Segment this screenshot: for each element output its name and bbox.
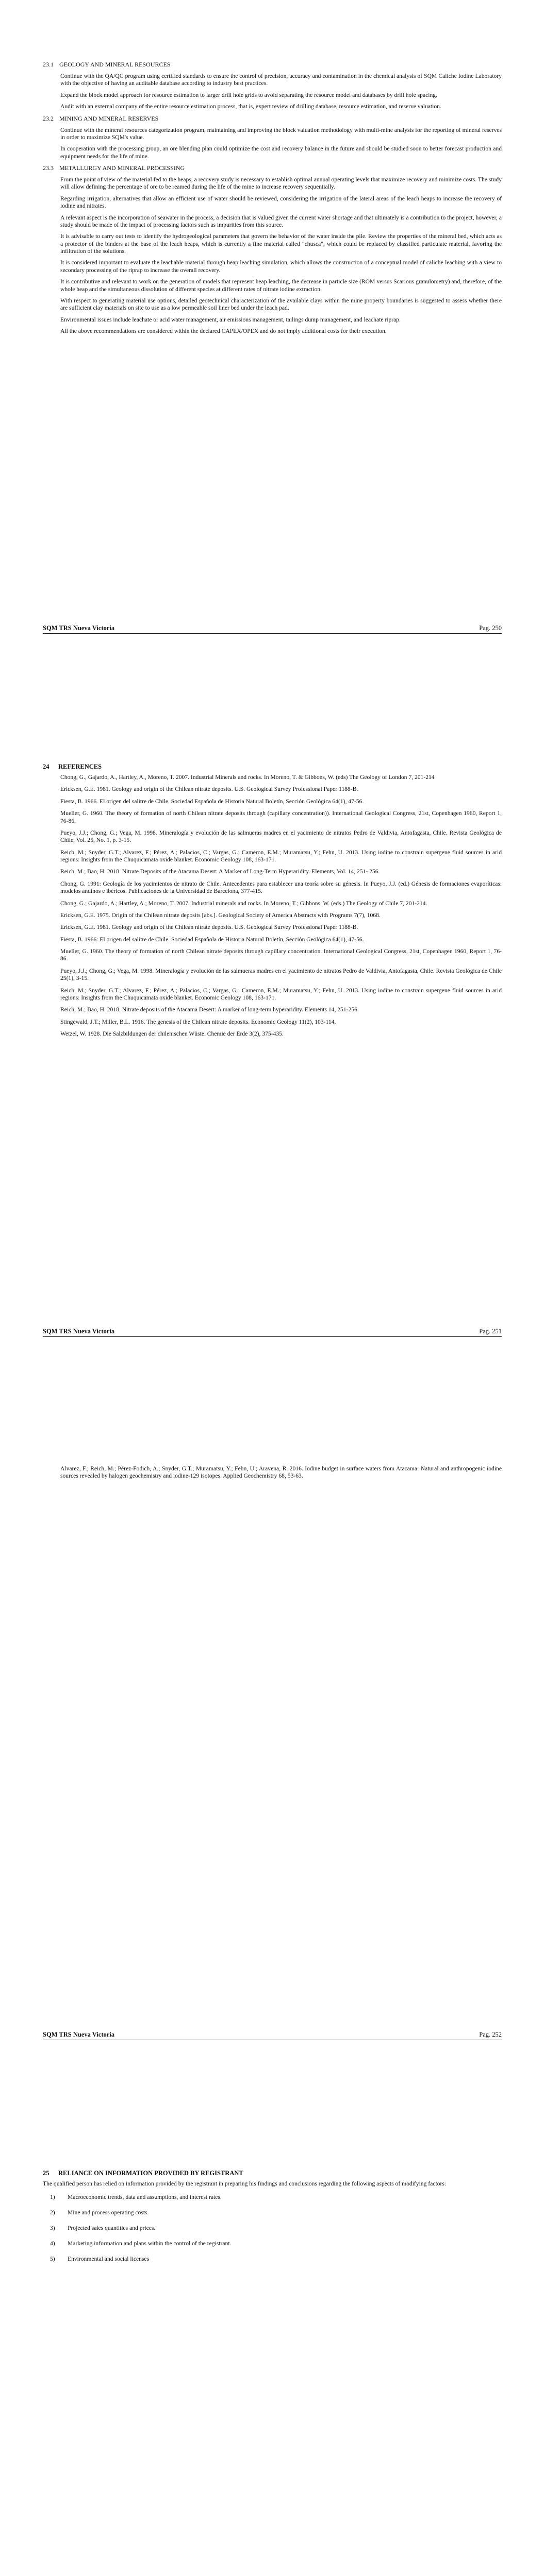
paragraph: The qualified person has relied on information provided by the registrant in preparing his findings and conclusions regarding the following aspects of modifying factors: bbox=[43, 2180, 447, 2187]
reference-entry: Wetzel, W. 1928. Die Salzbildungen der chilenischen Wüste. Chemie der Erde 3(2), 375-435. bbox=[60, 1030, 284, 1037]
reference-entry: Reich, M.; Snyder, G.T.; Alvarez, F.; Pérez, A.; Palacios, C.; Vargas, G.; Cameron, E.M.; Muramatsu, Y.; Fehn, U. 2013. Using iodine to constrain supergene fluid sources in arid regions: Insights from the Chuquicamata oxide blanket. Economic Geology 108, 163-171. bbox=[60, 849, 502, 863]
page-number: Pag. 250 bbox=[479, 624, 502, 632]
reference-entry: Stingewald, J.T.; Miller, B.L. 1916. The genesis of the Chilean nitrate deposits. Economic Geology 11(2), 103-114. bbox=[60, 1018, 336, 1025]
reference-entry: Ericksen, G.E. 1981. Geology and origin of the Chilean nitrate deposits. U.S. Geological Survey Professional Paper 1188-B. bbox=[60, 786, 358, 793]
footer-company: SQM TRS Nueva Victoria bbox=[43, 2031, 115, 2038]
reference-entry: Ericksen, G.E. 1981. Geology and origin of the Chilean nitrate deposits. U.S. Geological Survey Professional Paper 1188-B. bbox=[60, 924, 358, 931]
paragraph: Environmental issues include leachate or acid water management, air emissions management, tailings dump management, and leachate riprap. bbox=[60, 316, 401, 323]
reference-entry: Ericksen, G.E. 1975. Origin of the Chilean nitrate deposits [abs.]. Geological Society of America Abstracts with Programs 7(7), 1068. bbox=[60, 911, 381, 919]
page-footer bbox=[43, 2031, 502, 2040]
page-footer bbox=[43, 624, 502, 634]
paragraph: Expand the block model approach for resource estimation to larger drill hole grids to avoid separating the resource model and databases by drill hole spacing. bbox=[60, 91, 437, 98]
paragraph: From the point of view of the material fed to the heaps, a recovery study is necessary to establish optimal annual operating levels that maximize recovery and minimize costs. The study will allow defining the percentage of ore to be reamed during the life of the mine to increase recovery sequentially. bbox=[60, 176, 502, 191]
paragraph: A relevant aspect is the incorporation of seawater in the process, a decision that is valued given the current water shortage and that ultimately is a contribution to the project, however, a study should be made of the impact of processing factors such as impurities from this source. bbox=[60, 214, 502, 228]
list-item: 1) Macroeconomic trends, data and assumptions, and interest rates. bbox=[50, 2194, 222, 2201]
paragraph: Audit with an external company of the entire resource estimation process, that is, expert review of drilling database, resource estimation, and reserve valuation. bbox=[60, 103, 441, 110]
page-250 bbox=[0, 0, 544, 703]
subsection-heading: 23.1 GEOLOGY AND MINERAL RESOURCES bbox=[43, 61, 171, 68]
list-item: 2) Mine and process operating costs. bbox=[50, 2209, 149, 2216]
page-content bbox=[43, 1465, 502, 1485]
section-heading: 24 REFERENCES bbox=[43, 763, 102, 770]
section-heading: 25 RELIANCE ON INFORMATION PROVIDED BY REGISTRANT bbox=[43, 2170, 243, 2177]
reference-entry: Fiesta, B. 1966: El origen del salitre de Chile. Sociedad Española de Historia Natural Boletín, Sección Geológica 64(1), 47-56. bbox=[60, 936, 364, 943]
reference-entry: Reich, M.; Bao, H. 2018. Nitrate Deposits of the Atacama Desert: A Marker of Long-Term Hyperaridity. Elements, Vol. 14, 251- 256. bbox=[60, 868, 380, 875]
reference-entry: Fiesta, B. 1966. El origen del salitre de Chile. Sociedad Española de Historia Natural Boletín, Sección Geológica 64(1), 47-56. bbox=[60, 798, 364, 805]
paragraph: Continue with the QA/QC program using certified standards to ensure the control of precision, accuracy and contamination in the chemical analysis of SQM Caliche Iodine Laboratory with the objective of having an auditable database according to industry best practices. bbox=[60, 73, 502, 87]
page-252 bbox=[0, 1406, 544, 2110]
list-item: 4) Marketing information and plans within the control of the registrant. bbox=[50, 2240, 232, 2247]
footer-company: SQM TRS Nueva Victoria bbox=[43, 1328, 115, 1335]
reference-entry: Chong, G. 1991: Geología de los yacimientos de nitrato de Chile. Antecedentes para establecer una teoría sobre su génesis. In Pueyo, J.J. (ed.) Génesis de formaciones evaporíticas: modelos andinos e ibéricos. Publicaciones de la Universidad de Barcelona, 377-415. bbox=[60, 880, 502, 895]
reference-entry: Reich, M.; Snyder, G.T.; Alvarez, F.; Pérez, A.; Palacios, C.; Vargas, G.; Cameron, E.M.; Muramatsu, Y.; Fehn, U. 2013. Using iodine to constrain supergene fluid sources in arid regions: Insights from the Chuquicamata oxide blanket. Economic Geology 108, 163-171. bbox=[60, 987, 502, 1001]
reference-entry: Mueller, G. 1960. The theory of formation of north Chilean nitrate deposits through capillary concentration. International Geological Congress, 21st, Copenhagen 1960, Report 1, 76-86. bbox=[60, 948, 502, 962]
paragraph: Continue with the mineral resources categorization program, maintaining and improving the block valuation methodology with multi-mine analysis for the reporting of mineral reserves in order to maximize SQM's value. bbox=[60, 126, 502, 141]
page-content bbox=[43, 763, 502, 1042]
factor-list bbox=[43, 2194, 502, 2262]
page-content bbox=[43, 2170, 502, 2271]
paragraph: Regarding irrigation, alternatives that allow an efficient use of water should be reviewed, considering the irrigation of the lateral areas of the leach heaps to increase the recovery of iodine and nitrates. bbox=[60, 195, 502, 210]
list-item: 5) Environmental and social licenses bbox=[50, 2256, 150, 2263]
reference-entry: Mueller, G. 1960. The theory of formation of north Chilean nitrate deposits through (capillary concentration)). International Geological Congress, 21st, Copenhagen 1960, Report 1, 76-86. bbox=[60, 810, 502, 824]
reference-entry: Reich, M.; Bao, H. 2018. Nitrate deposits of the Atacama Desert: A marker of long-term hyperaridity. Elements 14, 251-256. bbox=[60, 1006, 359, 1013]
paragraph: All the above recommendations are considered within the declared CAPEX/OPEX and do not imply additional costs for their execution. bbox=[60, 328, 387, 334]
reference-entry: Pueyo, J.J.; Chong, G.; Vega, M. 1998. Mineralogía y evolución de las salmueras madres en el yacimiento de nitratos Pedro de Valdivia, Antofagasta, Chile. Revista Geológica de Chile 25(1), 3-15. bbox=[60, 967, 502, 982]
reference-entry: Pueyo, J.J.; Chong, G.; Vega, M. 1998. Mineralogía y evolución de las salmueras madres en el yacimiento de nitratos Pedro de Valdivia, Antofagasta, Chile. Revista Geológica de Chile, Vol. 25, No. 1, p. 3-15. bbox=[60, 829, 502, 844]
page-number: Pag. 251 bbox=[479, 1328, 502, 1335]
subsection-heading: 23.3 METALLURGY AND MINERAL PROCESSING bbox=[43, 164, 185, 172]
page-content bbox=[43, 61, 502, 339]
paragraph: With respect to generating material use options, detailed geotechnical characterization of the available clays within the mine property boundaries is suggested to assess whether there are sufficient clay materials on site to use as a low permeable soil liner bed under the leach pad. bbox=[60, 297, 502, 312]
page-253 bbox=[0, 2110, 544, 2576]
page-footer bbox=[43, 1328, 502, 1337]
page-251 bbox=[0, 703, 544, 1406]
footer-company: SQM TRS Nueva Victoria bbox=[43, 624, 115, 632]
subsection-heading: 23.2 MINING AND MINERAL RESERVES bbox=[43, 114, 159, 122]
list-item: 3) Projected sales quantities and prices. bbox=[50, 2225, 156, 2232]
reference-entry: Chong, G., Gajardo, A., Hartley, A., Moreno, T. 2007. Industrial Minerals and rocks. In Moreno, T. & Gibbons, W. (eds) The Geology of London 7, 201-214 bbox=[60, 774, 435, 781]
page-number: Pag. 252 bbox=[479, 2031, 502, 2038]
reference-entry: Chong, G.; Gajardo, A.; Hartley, A.; Moreno, T. 2007. Industrial minerals and rocks. In Moreno, T.; Gibbons, W. (eds.) The Geology of Chile 7, 201-214. bbox=[60, 900, 427, 907]
paragraph: In cooperation with the processing group, an ore blending plan could optimize the cost and recovery balance in the future and should be studied soon to better forecast production and equipment needs for the life of mine. bbox=[60, 145, 502, 160]
paragraph: It is contributive and relevant to work on the generation of models that represent heap leaching, the decrease in particle size (ROM versus Scarious granulometry) and, therefore, of the whole heap and the simultaneous dissolution of different species at different rates of nitrate iodine extraction. bbox=[60, 278, 502, 293]
reference-entry: Alvarez, F.; Reich, M.; Pérez-Fodich, A.; Snyder, G.T.; Muramatsu, Y.; Fehn, U.; Aravena, R. 2016. Iodine budget in surface waters from Atacama: Natural and anthropogenic iodine sources revealed by halogen geochemistry and iodine-129 isotopes. Applied Geochemistry 68, 53-63. bbox=[60, 1465, 502, 1480]
paragraph: It is advisable to carry out tests to identify the hydrogeological parameters that govern the behavior of the water inside the pile. Review the properties of the mineral bed, which acts as a protector of the binders at the base of the leach heaps, which is currently a fine material called "chusca", which could be replaced by classified particulate material, favoring the infiltration of the solutions. bbox=[60, 233, 502, 255]
paragraph: It is considered important to evaluate the leachable material through heap leaching simulation, which allows the construction of a conceptual model of caliche leaching with a view to secondary processing of the riprap to increase the overall recovery. bbox=[60, 259, 502, 274]
